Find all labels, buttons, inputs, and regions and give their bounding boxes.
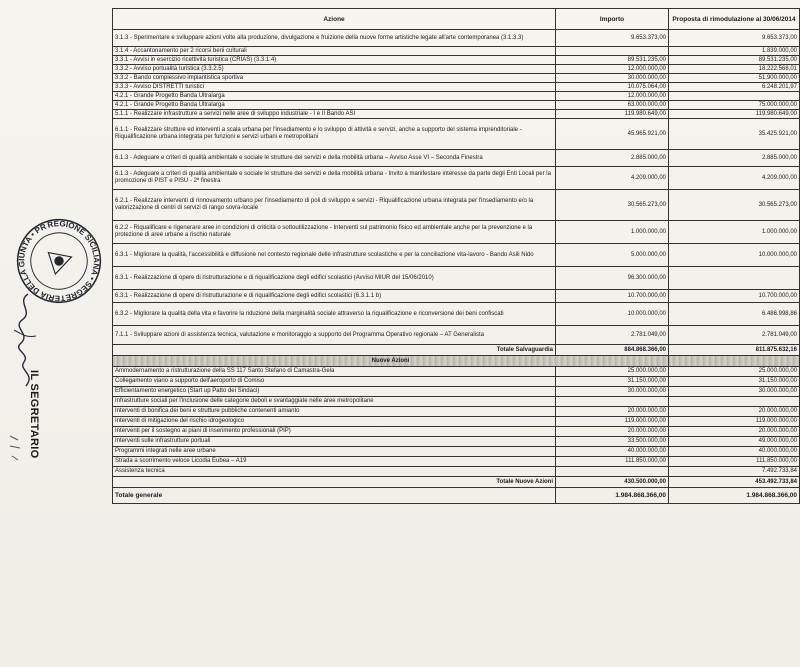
table-row xyxy=(113,244,800,267)
cell-importo: 63.000.000,00 xyxy=(556,101,669,110)
cell-azione: 6.3.1 - Realizzazione di opere di ristrutturazione e di riqualificazione degli edifici scolastici (Avviso MIUR del 15/06/2010) xyxy=(113,267,556,290)
cell-importo: 119.980.649,00 xyxy=(556,110,669,119)
margin-mark-icon xyxy=(6,430,26,470)
cell-proposta: 6.248.201,97 xyxy=(669,83,800,92)
table-row xyxy=(113,56,800,65)
table-row xyxy=(113,110,800,119)
cell-importo xyxy=(556,47,669,56)
table-row xyxy=(113,221,800,244)
budget-table xyxy=(112,8,800,504)
cell-proposta: 75.000.000,00 xyxy=(669,101,800,110)
header-azione: Azione xyxy=(113,9,556,30)
cell-importo xyxy=(556,397,669,407)
cell-importo: 20.000.000,00 xyxy=(556,407,669,417)
cell-importo: 89.531.235,00 xyxy=(556,56,669,65)
cell-importo: 119.000.000,00 xyxy=(556,417,669,427)
table-row xyxy=(113,267,800,290)
cell-proposta: 51.900.000,00 xyxy=(669,74,800,83)
cell-importo: 10.000.000,00 xyxy=(556,303,669,326)
cell-proposta: 9.653.373,00 xyxy=(669,30,800,47)
table-row xyxy=(113,190,800,221)
cell-azione: 7.1.1 - Sviluppare azioni di assistenza tecnica, valutazione e monitoraggio a supporto del Programma Operativo regionale – AT Generalista xyxy=(113,326,556,345)
cell-proposta: 30.565.273,00 xyxy=(669,190,800,221)
totale-salvaguardia-importo: 884.868.366,00 xyxy=(556,345,669,356)
cell-azione: 3.3.2 - Avviso portualità turistica (3.3.2.5) xyxy=(113,65,556,74)
table-row xyxy=(113,119,800,150)
cell-azione: Collegamento viario a supporto dell'aeroporto di Comiso xyxy=(113,377,556,387)
cell-importo xyxy=(556,467,669,477)
cell-proposta: 1.000.000,00 xyxy=(669,221,800,244)
cell-importo: 10.075.064,00 xyxy=(556,83,669,92)
cell-azione: 4.2.1 - Grande Progetto Banda Ultralarga xyxy=(113,101,556,110)
totale-generale-importo: 1.984.868.366,00 xyxy=(556,488,669,504)
table-row xyxy=(113,150,800,167)
cell-proposta: 20.000.000,00 xyxy=(669,407,800,417)
table-row xyxy=(113,407,800,417)
cell-importo: 33.500.000,00 xyxy=(556,437,669,447)
cell-azione: Strada a scorrimento veloce Licodia Eubea – A19 xyxy=(113,457,556,467)
cell-importo: 20.000.000,00 xyxy=(556,427,669,437)
cell-proposta: 10.700.000,00 xyxy=(669,290,800,303)
cell-proposta: 20.000.000,00 xyxy=(669,427,800,437)
cell-proposta xyxy=(669,397,800,407)
totale-nuove-label: Totale Nuove Azioni xyxy=(113,477,556,488)
cell-proposta: 25.000.000,00 xyxy=(669,367,800,377)
table-row xyxy=(113,397,800,407)
totale-generale-proposta: 1.984.868.366,00 xyxy=(669,488,800,504)
cell-importo: 2.885.000,00 xyxy=(556,150,669,167)
cell-importo: 5.000.000,00 xyxy=(556,244,669,267)
table-row xyxy=(113,377,800,387)
table-row xyxy=(113,74,800,83)
totale-nuove-proposta: 453.492.733,84 xyxy=(669,477,800,488)
table-row xyxy=(113,457,800,467)
table-row xyxy=(113,467,800,477)
header-importo: Importo xyxy=(556,9,669,30)
header-proposta: Proposta di rimodulazione al 30/06/2014 xyxy=(669,9,800,30)
cell-azione: 6.3.1 - Migliorare la qualità, l'accessibilità e diffusione nel contesto regionale delle infrastrutture scolastiche e per la conciliazione vita-lavoro - Bando Asili Nido xyxy=(113,244,556,267)
cell-importo: 45.965.921,00 xyxy=(556,119,669,150)
totale-salvaguardia-proposta: 811.875.632,16 xyxy=(669,345,800,356)
cell-azione: 6.3.1 - Realizzazione di opere di ristrutturazione e di riqualificazione degli edifici scolastici (6.3.1.1 b) xyxy=(113,290,556,303)
cell-azione: 6.3.2 - Migliorare la qualità della vita e favorire la riduzione della marginalità sociale attraverso la riqualificazione e riconversione dei beni confiscati xyxy=(113,303,556,326)
table-row xyxy=(113,101,800,110)
salvaguardia-rows xyxy=(113,30,800,345)
cell-proposta: 119.000.000,00 xyxy=(669,417,800,427)
cell-azione: 3.1.4 - Accantonamento per 2 ricorsi beni culturali xyxy=(113,47,556,56)
table-header-row xyxy=(113,9,800,30)
cell-importo: 12.000.000,00 xyxy=(556,65,669,74)
cell-importo: 12.000.000,00 xyxy=(556,92,669,101)
cell-azione: 6.2.1 - Realizzare interventi di rinnovamento urbano per l'insediamento di poli di sviluppo e servizi - Riqualificazione urbana integrata per l'insediamento e/o la valorizzazione di centri di servizi di rango sovra-locale xyxy=(113,190,556,221)
cell-importo: 30.000.000,00 xyxy=(556,387,669,397)
table-row xyxy=(113,367,800,377)
cell-azione: 3.3.1 - Avvisi in esercizio ricettività turistica (CRIAS) (3.3.1.4) xyxy=(113,56,556,65)
table-row xyxy=(113,83,800,92)
totale-salvaguardia-row xyxy=(113,345,800,356)
cell-importo: 30.565.273,00 xyxy=(556,190,669,221)
table-row xyxy=(113,427,800,437)
cell-azione: Efficientamento energetico (Start up Patto dei Sindaci) xyxy=(113,387,556,397)
table-row xyxy=(113,437,800,447)
cell-proposta: 7.492.733,84 xyxy=(669,467,800,477)
totale-salvaguardia-label: Totale Salvaguardia xyxy=(113,345,556,356)
cell-azione: 3.1.3 - Sperimentare e sviluppare azioni volte alla produzione, divulgazione e fruizione della nuove forme artistiche legate all'arte contemporanea (3.1.3.3) xyxy=(113,30,556,47)
cell-proposta: 4.209.000,00 xyxy=(669,167,800,190)
cell-azione: Interventi di bonifica dei beni e strutture pubbliche contenenti amianto xyxy=(113,407,556,417)
cell-proposta: 111.850.000,00 xyxy=(669,457,800,467)
cell-proposta: 10.000.000,00 xyxy=(669,244,800,267)
cell-azione: 6.2.2 - Riqualificare e rigenerare aree in condizioni di criticità o sottoutilizzazione - Interventi sul patrimonio fisico ed ambientale anche per la prevenzione e la protezione di aree urbane a rischio naturale xyxy=(113,221,556,244)
cell-proposta: 6.486.998,86 xyxy=(669,303,800,326)
table-row xyxy=(113,417,800,427)
table-row xyxy=(113,65,800,74)
totale-generale-row xyxy=(113,488,800,504)
cell-proposta: 2.885.000,00 xyxy=(669,150,800,167)
cell-importo: 10.700.000,00 xyxy=(556,290,669,303)
totale-nuove-importo: 430.500.000,00 xyxy=(556,477,669,488)
cell-proposta: 30.000.000,00 xyxy=(669,387,800,397)
cell-azione: 6.1.3 - Adeguare e criteri di qualità ambientale e sociale le strutture dei servizi e della mobilità urbana – Avviso Asse VI – Seconda Finestra xyxy=(113,150,556,167)
table-row xyxy=(113,167,800,190)
cell-azione: Interventi di mitigazione del rischio idrogeologico xyxy=(113,417,556,427)
cell-importo: 30.000.000,00 xyxy=(556,74,669,83)
cell-importo: 40.000.000,00 xyxy=(556,447,669,457)
segretario-label: IL SEGRETARIO xyxy=(28,370,40,459)
cell-proposta: 89.531.235,00 xyxy=(669,56,800,65)
table-row xyxy=(113,447,800,457)
cell-proposta: 40.000.000,00 xyxy=(669,447,800,457)
cell-azione: Ammodernamento a ristrutturazione della SS 117 Santo Stefano di Camastra-Gela xyxy=(113,367,556,377)
cell-proposta: 1.839.000,00 xyxy=(669,47,800,56)
cell-importo: 96.300.000,00 xyxy=(556,267,669,290)
cell-azione: 6.1.1 - Realizzare strutture ed interventi a scala urbana per l'insediamento e lo sviluppo di attività e servizi, anche a supporto del sistema imprenditoriale - Riqualificazione urbana integrata per funzioni e servizi urbani e metropolitani xyxy=(113,119,556,150)
cell-importo: 1.000.000,00 xyxy=(556,221,669,244)
cell-proposta xyxy=(669,92,800,101)
table-row xyxy=(113,30,800,47)
cell-azione: 4.2.1 - Grande Progetto Banda Ultralarga xyxy=(113,92,556,101)
cell-azione: 5.1.1 - Realizzare infrastrutture a servizi nelle aree di sviluppo industriale - I e II Bando ASI xyxy=(113,110,556,119)
cell-proposta: 18.222.568,01 xyxy=(669,65,800,74)
table-row xyxy=(113,326,800,345)
nuove-azioni-section-row xyxy=(113,356,800,367)
svg-text:REGIONE SICILIANA • SEGRETERIA: REGIONE SICILIANA • SEGRETERIA DELLA GIUNTA • PRESIDENZA xyxy=(17,219,101,303)
table-row xyxy=(113,47,800,56)
cell-importo: 111.850.000,00 xyxy=(556,457,669,467)
cell-proposta: 49.000.000,00 xyxy=(669,437,800,447)
nuove-azioni-title: Nuove Azioni xyxy=(113,356,669,367)
cell-azione: 3.3.2 - Bando complessivo impiantistica sportiva xyxy=(113,74,556,83)
cell-azione: Infrastrutture sociali per l'inclusione delle categorie deboli e svantaggiate nelle aree metropolitane xyxy=(113,397,556,407)
cell-proposta: 35.425.921,00 xyxy=(669,119,800,150)
cell-azione: Interventi per il sostegno ai piani di inserimento professionali (PIP) xyxy=(113,427,556,437)
cell-importo: 2.781.049,00 xyxy=(556,326,669,345)
cell-importo: 4.209.000,00 xyxy=(556,167,669,190)
cell-azione: Assistenza tecnica xyxy=(113,467,556,477)
cell-importo: 9.653.373,00 xyxy=(556,30,669,47)
cell-proposta: 119.980.649,00 xyxy=(669,110,800,119)
section-filler xyxy=(669,356,800,367)
totale-nuove-row xyxy=(113,477,800,488)
cell-azione: Interventi sulle infrastrutture portuali xyxy=(113,437,556,447)
cell-importo: 31.150.000,00 xyxy=(556,377,669,387)
cell-azione: 6.1.3 - Adeguare a criteri di qualità ambientale e sociale le strutture dei servizi e della mobilità urbana - Invito a manifestare interesse da parte degli Enti Locali per la promozione di PIST e PISU - 2ª finestra xyxy=(113,167,556,190)
table-row xyxy=(113,290,800,303)
table-row xyxy=(113,92,800,101)
nuove-azioni-rows xyxy=(113,367,800,477)
table-row xyxy=(113,387,800,397)
table-row xyxy=(113,303,800,326)
cell-proposta: 31.150.000,00 xyxy=(669,377,800,387)
cell-importo: 25.000.000,00 xyxy=(556,367,669,377)
cell-azione: Programmi integrati nelle aree urbane xyxy=(113,447,556,457)
cell-azione: 3.3.3 - Avviso DISTRETTI turistici xyxy=(113,83,556,92)
cell-proposta xyxy=(669,267,800,290)
totale-generale-label: Totale generale xyxy=(113,488,556,504)
cell-proposta: 2.781.049,00 xyxy=(669,326,800,345)
